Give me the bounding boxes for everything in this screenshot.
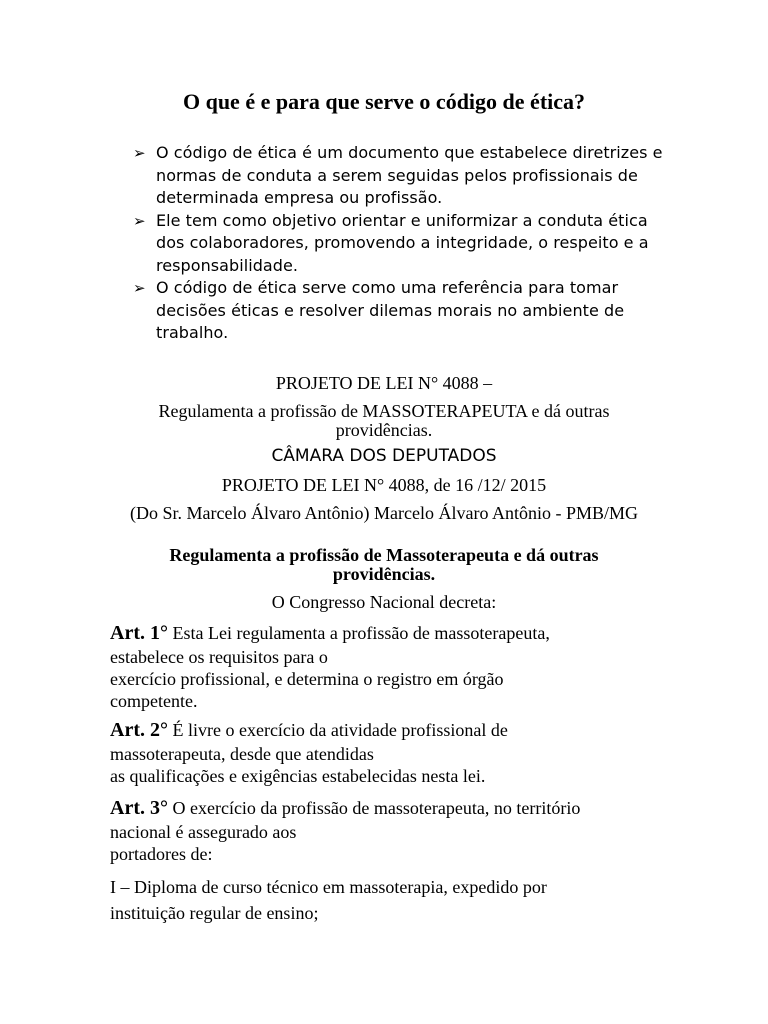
chamber-name: CÂMARA DOS DEPUTADOS (271, 446, 497, 466)
list-item (133, 277, 673, 345)
article-text: as qualificações e exigências estabelecidas nesta lei. (110, 766, 486, 786)
arrow-bullet-icon: ➢ (133, 279, 146, 297)
item-text: I – Diploma de curso técnico em massoterapia, expedido por (110, 877, 547, 897)
bold-summary: Regulamenta a profissão de Massoterapeuta e dá outras providências. (169, 545, 599, 584)
bullet-text: Ele tem como objetivo orientar e uniformizar a conduta ética dos colaboradores, promovendo a integridade, o respeito e a responsabilidade. (156, 210, 649, 275)
bullet-text: O código de ética serve como uma referência para tomar decisões éticas e resolver dilemas morais no ambiente de trabalho. (156, 278, 625, 342)
article-label: Art. 1° (110, 622, 168, 644)
article-text: Esta Lei regulamenta a profissão de massoterapeuta, (167, 623, 550, 643)
project-author: (Do Sr. Marcelo Álvaro Antônio) Marcelo Álvaro Antônio - PMB/MG (130, 503, 638, 523)
article-text: O exercício da profissão de massoterapeuta, no território (167, 798, 581, 818)
article-label: Art. 3° (110, 797, 168, 819)
arrow-bullet-icon: ➢ (133, 211, 146, 230)
article-3 (110, 797, 670, 865)
page-title: O que é e para que serve o código de ética? (182, 89, 586, 114)
article-text: massoterapeuta, desde que atendidas (110, 744, 374, 764)
article-text: nacional é assegurado aos (110, 822, 297, 842)
list-item (133, 210, 673, 278)
bullet-list (133, 142, 673, 345)
article-text: competente. (110, 691, 198, 711)
article-text: exercício profissional, e determina o registro em órgão (110, 669, 504, 689)
item-i (110, 876, 670, 924)
article-text: estabelece os requisitos para o (110, 647, 328, 667)
article-2 (110, 719, 670, 787)
article-text: É livre o exercício da atividade profissional de (167, 720, 508, 740)
article-1 (110, 622, 670, 712)
article-label: Art. 2° (110, 719, 168, 741)
decree-line: O Congresso Nacional decreta: (271, 592, 497, 612)
list-item (133, 142, 673, 210)
bullet-text: O código de ética é um documento que estabelece diretrizes e normas de conduta a serem seguidas pelos profissionais de determinada empresa ou profissão. (156, 143, 663, 207)
article-text: portadores de: (110, 844, 213, 864)
law-heading: PROJETO DE LEI N° 4088 – (275, 373, 493, 393)
project-date: PROJETO DE LEI N° 4088, de 16 /12/ 2015 (221, 475, 547, 495)
arrow-bullet-icon: ➢ (133, 144, 146, 162)
item-text: instituição regular de ensino; (110, 903, 319, 923)
law-subheading: Regulamenta a profissão de MASSOTERAPEUTA e dá outras providências. (158, 401, 610, 440)
